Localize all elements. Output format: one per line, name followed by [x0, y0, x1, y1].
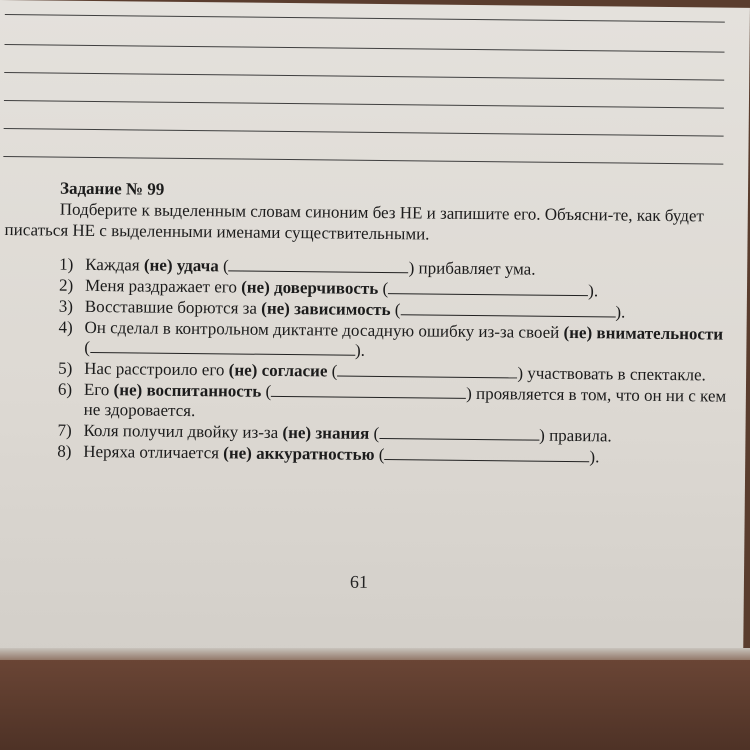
item-text: .: [621, 302, 626, 322]
item-number: 4): [58, 317, 73, 337]
exercise-list: [57, 255, 729, 469]
highlighted-word: (не) воспитанность: [113, 380, 262, 401]
item-number: 7): [57, 420, 72, 440]
highlighted-word: (не) согласие: [228, 360, 328, 381]
answer-blank[interactable]: [379, 424, 539, 441]
exercise-item: 6) Его (не) воспитанность ( ) проявляется в том, что он ни с кем не здоровается.: [57, 379, 727, 421]
task-instruction: Подберите к выделенным словам синоним без НЕ и запишите его. Объясни-те, как будет писаться НЕ с выделенными именами существительными.: [4, 199, 704, 244]
exercise-item: 8) Неряха отличается (не) аккуратностью ( ).: [57, 441, 600, 467]
item-text: Неряха отличается: [83, 441, 220, 463]
highlighted-word: (не) доверчивость: [241, 277, 379, 298]
item-text: проявляется в том, что он ни с кем не здоровается.: [83, 384, 727, 421]
answer-blank[interactable]: [90, 338, 355, 356]
exercise-item: 3) Восставшие борются за (не) зависимость ( ).: [58, 296, 626, 322]
task-title: Задание № 99: [59, 178, 165, 199]
answer-blank[interactable]: [384, 445, 589, 462]
item-text: Коля получил двойку из-за: [83, 420, 279, 442]
task-block: [4, 178, 730, 470]
answer-blank[interactable]: [271, 382, 466, 399]
item-text: правила.: [549, 425, 612, 446]
item-number: 3): [58, 296, 74, 316]
item-text: участвовать в спектакле.: [527, 363, 706, 385]
item-text: Восставшие борются за: [84, 296, 258, 318]
exercise-item: 2) Меня раздражает его (не) доверчивость ( ).: [58, 275, 599, 301]
writing-line: [5, 14, 725, 23]
exercise-item: 1) Каждая (не) удача ( ) прибавляет ума.: [59, 254, 536, 279]
highlighted-word: (не) знания: [282, 422, 370, 443]
exercise-item: 4) Он сделал в контрольном диктанте досадную ошибку из-за своей (не) внимательности ( ).: [58, 317, 724, 360]
writing-line: [4, 100, 724, 109]
item-text: Нас расстроило его: [84, 358, 225, 380]
exercise-item: 7) Коля получил двойку из-за (не) знания ( ) правила.: [57, 420, 612, 446]
writing-line: [4, 72, 724, 81]
answer-blank[interactable]: [337, 362, 517, 379]
item-text: прибавляет ума.: [418, 258, 536, 279]
highlighted-word: (не) зависимость: [261, 298, 391, 320]
highlighted-word: (не) удача: [143, 255, 219, 276]
item-number: 5): [58, 358, 73, 378]
item-text: Каждая: [85, 254, 140, 275]
highlighted-word: (не) внимательности: [563, 322, 724, 344]
highlighted-word: (не) аккуратностью: [223, 443, 375, 464]
page-number: 61: [349, 571, 369, 592]
item-number: 8): [57, 441, 72, 461]
item-text: Меня раздражает его: [84, 275, 237, 297]
writing-line: [5, 44, 725, 53]
writing-line: [4, 128, 724, 137]
item-text: .: [360, 340, 366, 360]
answer-blank[interactable]: [229, 256, 409, 273]
item-number: 1): [59, 254, 74, 274]
item-text: .: [595, 447, 600, 467]
item-text: Его: [83, 379, 110, 400]
answer-blank[interactable]: [400, 300, 615, 317]
writing-line: [3, 156, 723, 165]
table-surface: [0, 660, 750, 750]
item-text: .: [593, 281, 599, 301]
item-text: Он сделал в контрольном диктанте досадную ошибку из-за своей: [84, 317, 560, 342]
answer-blank[interactable]: [388, 279, 588, 296]
exercise-item: 5) Нас расстроило его (не) согласие ( ) участвовать в спектакле.: [58, 358, 706, 385]
item-number: 2): [58, 275, 74, 295]
item-number: 6): [57, 379, 73, 399]
